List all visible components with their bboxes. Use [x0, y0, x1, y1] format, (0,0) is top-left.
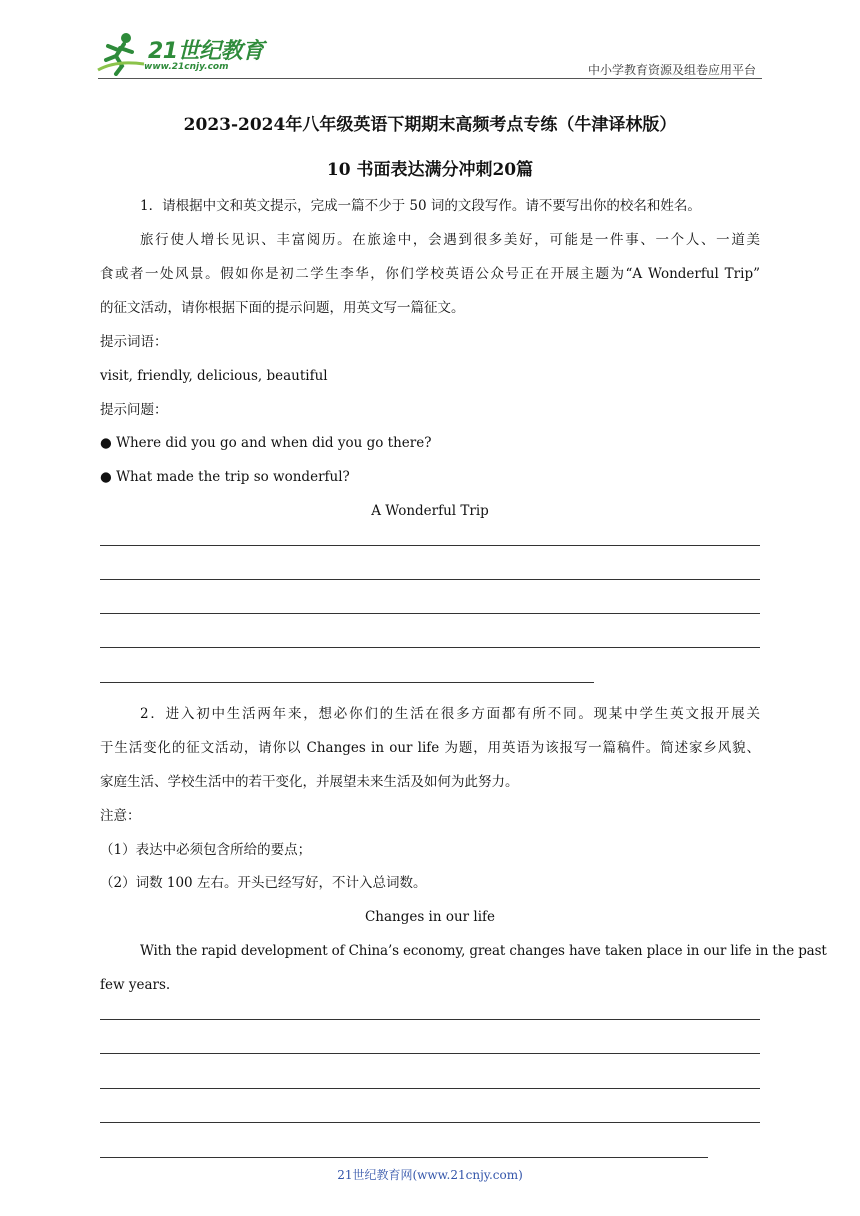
q1-hint-words: visit, friendly, delicious, beautiful	[100, 368, 328, 384]
runner-logo-icon	[96, 30, 146, 76]
q2-note-1: （1）表达中必须包含所给的要点；	[100, 842, 312, 858]
q1-hint-questions-label: 提示问题：	[100, 402, 168, 418]
header-platform-text: 中小学教育资源及组卷应用平台	[587, 63, 756, 77]
q2-essay-title: Changes in our life	[364, 909, 496, 925]
q2-line-1: 2．进入初中生活两年来，想必你们的生活在很多方面都有所不同。现某中学生英文报开展关	[140, 706, 760, 722]
q1-answer-line[interactable]	[100, 647, 760, 648]
q2-opening-line-2: few years.	[100, 977, 171, 993]
q2-note-label: 注意：	[100, 808, 141, 824]
q2-opening-line-1: With the rapid development of China’s economy, great changes have taken place in our life in the past	[140, 943, 827, 959]
q1-line-3: 食或者一处风景。假如你是初二学生李华，你们学校英语公众号正在开展主题为“A Wonderful Trip”	[100, 266, 760, 282]
q1-bullet-2: ● What made the trip so wonderful?	[100, 469, 350, 485]
q2-answer-line[interactable]	[100, 1122, 760, 1123]
logo-url: www.21cnjy.com	[144, 62, 229, 72]
q1-line-4: 的征文活动，请你根据下面的提示问题，用英文写一篇征文。	[100, 300, 465, 316]
q2-answer-line[interactable]	[100, 1053, 760, 1054]
q1-answer-line[interactable]	[100, 682, 594, 683]
footer-text: 21世纪教育网(www.21cnjy.com)	[337, 1168, 523, 1182]
q1-line-2: 旅行使人增长见识、丰富阅历。在旅途中，会遇到很多美好，可能是一件事、一个人、一道美	[140, 232, 760, 248]
q2-answer-line[interactable]	[100, 1019, 760, 1020]
q1-bullet-1: ● Where did you go and when did you go there?	[100, 435, 432, 451]
q1-answer-line[interactable]	[100, 579, 760, 580]
q2-line-2: 于生活变化的征文活动，请你以 Changes in our life 为题，用英语为该报写一篇稿件。简述家乡风貌、	[100, 740, 760, 756]
q2-answer-line[interactable]	[100, 1088, 760, 1089]
footer-divider	[100, 1157, 708, 1158]
logo-text: 21世纪教育	[148, 39, 264, 64]
page-title: 2023-2024年八年级英语下期期末高频考点专练（牛津译林版）	[183, 115, 677, 135]
q1-answer-line[interactable]	[100, 613, 760, 614]
q1-line-1: 1．请根据中文和英文提示，完成一篇不少于 50 词的文段写作。请不要写出你的校名和姓名。	[140, 198, 701, 214]
q1-hint-words-label: 提示词语：	[100, 334, 168, 350]
page-header	[0, 0, 860, 86]
q1-essay-title: A Wonderful Trip	[371, 503, 489, 519]
header-divider	[98, 78, 762, 79]
q2-note-2: （2）词数 100 左右。开头已经写好，不计入总词数。	[100, 875, 427, 891]
q2-line-3: 家庭生活、学校生活中的若干变化，并展望未来生活及如何为此努力。	[100, 774, 519, 790]
page-subtitle: 10 书面表达满分冲刺20篇	[326, 160, 534, 180]
q1-answer-line[interactable]	[100, 545, 760, 546]
logo	[96, 30, 266, 76]
